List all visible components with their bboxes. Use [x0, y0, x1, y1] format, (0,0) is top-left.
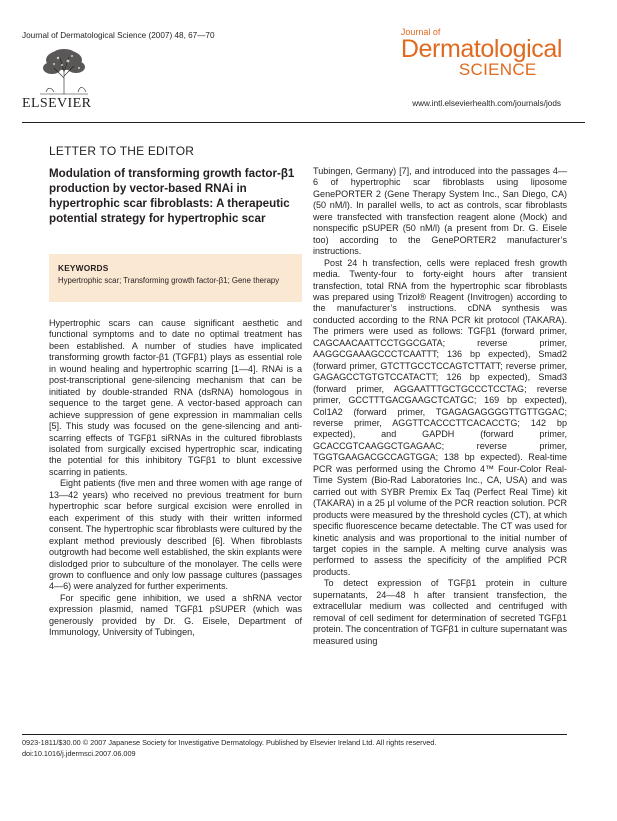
- doi-line[interactable]: doi:10.1016/j.jdermsci.2007.06.009: [22, 749, 136, 758]
- body-paragraph: Post 24 h transfection, cells were replaced fresh growth media. Twenty-four to forty-eight hours after transient transfection, total RNA from the hypertrophic scar fibroblasts was prepared using Trizol® Reagent (Invitrogen) according to the manufacturer’s instructions. cDNA synthesis was conducted according to the RNA PCR kit protocol (TAKARA). The primers were used as follows: TGFβ1 (forward primer, CAGCAACAATTCCTGGCGATA; reverse primer, AAGGCGAAAGCCCTCAATTT; 136 bp expected), Smad2 (forward primer, GTCTTGCCTCCAGTCTTATT; reverse primer, GAGAGCCTGTGTCCATACTT; 126 bp expected), Smad3 (forward primer, AGGAATTTGCTGCCCTCCTAG; reverse primer, GCCTTTGACGAAGCTCATGC; 169 bp expected), Col1A2 (forward primer, TGAGAGAGGGGTTGTTGGAC; reverse primer, AGGTTCACCCTTCACACCTG; 142 bp expected), and GAPDH (forward primer, GCACCGTCAAGGCTGAGAAC; reverse primer, TGGTGAAGACGCCAGTGGA; 138 bp expected). Real-time PCR was performed using the Chromo 4™ Four-Color Real-Time System (Bio-Rad Laboratories Inc., CA, USA) and was carried out with SYBR Premix Ex Taq (Perfect Real Time) kit (TAKARA) in a 25 μl volume of the PCR reaction solution. PCR products were measured by the threshold cycles (CT), at which specific fluorescence became detectable. The CT was used for kinetic analysis and was proportional to the initial number of target copies in the sample. A melting curve analysis was performed to assess the specificity of the amplified PCR products.: [313, 257, 567, 577]
- copyright-line: 0923-1811/$30.00 © 2007 Japanese Society for Investigative Dermatology. Published by Elsevier Ireland Ltd. All rights reserved.: [22, 738, 437, 747]
- body-paragraph: To detect expression of TGFβ1 protein in culture supernatants, 24—48 h after transient transfection, the extracellular medium was collected and centrifuged with removal of cell sediment for determination of secreted TGFβ1 protein. The concentration of TGFβ1 in culture supernatant was measured using: [313, 578, 567, 646]
- keywords-text: Hypertrophic scar; Transforming growth factor-β1; Gene therapy: [58, 276, 280, 285]
- body-paragraph: Eight patients (five men and three women with age range of 13—42 years) who received no previous treatment for burn hypertrophic scar before surgical excision were enrolled in each experiment of this study with their written informed consent. The hypertrophic scar fibroblasts were cultured by the explant method previously described [6]. When fibroblasts outgrowth had become well established, the skin explants were dislodged prior to subculture of the monolayer. The cells were grown to confluence and only low passage cultures (passages 4—6) were analyzed for further experiments.: [49, 478, 302, 592]
- body-paragraph: For specific gene inhibition, we used a shRNA vector expression plasmid, named TGFβ1 pSUPER (which was generously provided by Dr. G. Eisele, Department of Immunology, University of Tubingen,: [49, 592, 302, 638]
- section-label: LETTER TO THE EDITOR: [49, 144, 195, 158]
- left-column: [49, 318, 302, 639]
- keywords-heading: KEYWORDS: [58, 263, 109, 273]
- masthead-science: SCIENCE: [458, 60, 537, 79]
- body-paragraph: Tubingen, Germany) [7], and introduced into the passages 4—6 of hypertrophic scar fibroblasts using liposome GenePORTER 2 (Gene Therapy System Inc., San Diego, CA) (50 nM/l). In parallel wells, to act as controls, scar fibroblasts were transfected with transfection reagent alone (Mock) and nonspecific pSUPER (50 nM/l) (a present from Dr. G. Eisele too) according to the GenePORTER2 manufacturer’s instructions.: [313, 166, 567, 257]
- footer: [22, 737, 582, 759]
- elsevier-tree-logo-icon: [34, 48, 94, 96]
- masthead-journal-of: Journal of: [400, 27, 441, 37]
- article-title: Modulation of transforming growth factor-β1 production by vector-based RNAi in hypertrophic scar fibroblasts: A therapeutic potential strategy for hypertrophic scar: [49, 167, 295, 225]
- keywords-box: [49, 254, 302, 302]
- journal-reference: Journal of Dermatological Science (2007) 48, 67—70: [22, 31, 215, 40]
- footer-divider: [22, 734, 567, 735]
- header-divider: [22, 122, 585, 123]
- journal-url[interactable]: www.intl.elsevierhealth.com/journals/jods: [412, 99, 561, 108]
- right-column: [313, 166, 567, 647]
- body-paragraph: Hypertrophic scars can cause significant aesthetic and functional symptoms and to date no optimal treatment has been established. A number of studies have implicated transforming growth factor-β1 (TGFβ1) plays as essential role in wound healing and hypertrophic scarring [1—4]. RNAi is a post-transcriptional gene-silencing mechanism that can be initiated by double-stranded RNA (dsRNA) homologous in sequence to the target gene. A vector-based approach can achieve suppression of gene expression in mammalian cells [5]. This study was focused on the gene-silencing and anti-scarring effects of TGFβ1 siRNAs in the cultured fibroblasts isolated from surgically excised hypertrophic scar, indicating the potential for this inhibitory TGFβ1 to blunt excessive scarring in patients.: [49, 318, 302, 477]
- masthead-title: Dermatological: [400, 35, 562, 63]
- journal-masthead: [401, 28, 562, 78]
- publisher-name: ELSEVIER: [22, 96, 92, 111]
